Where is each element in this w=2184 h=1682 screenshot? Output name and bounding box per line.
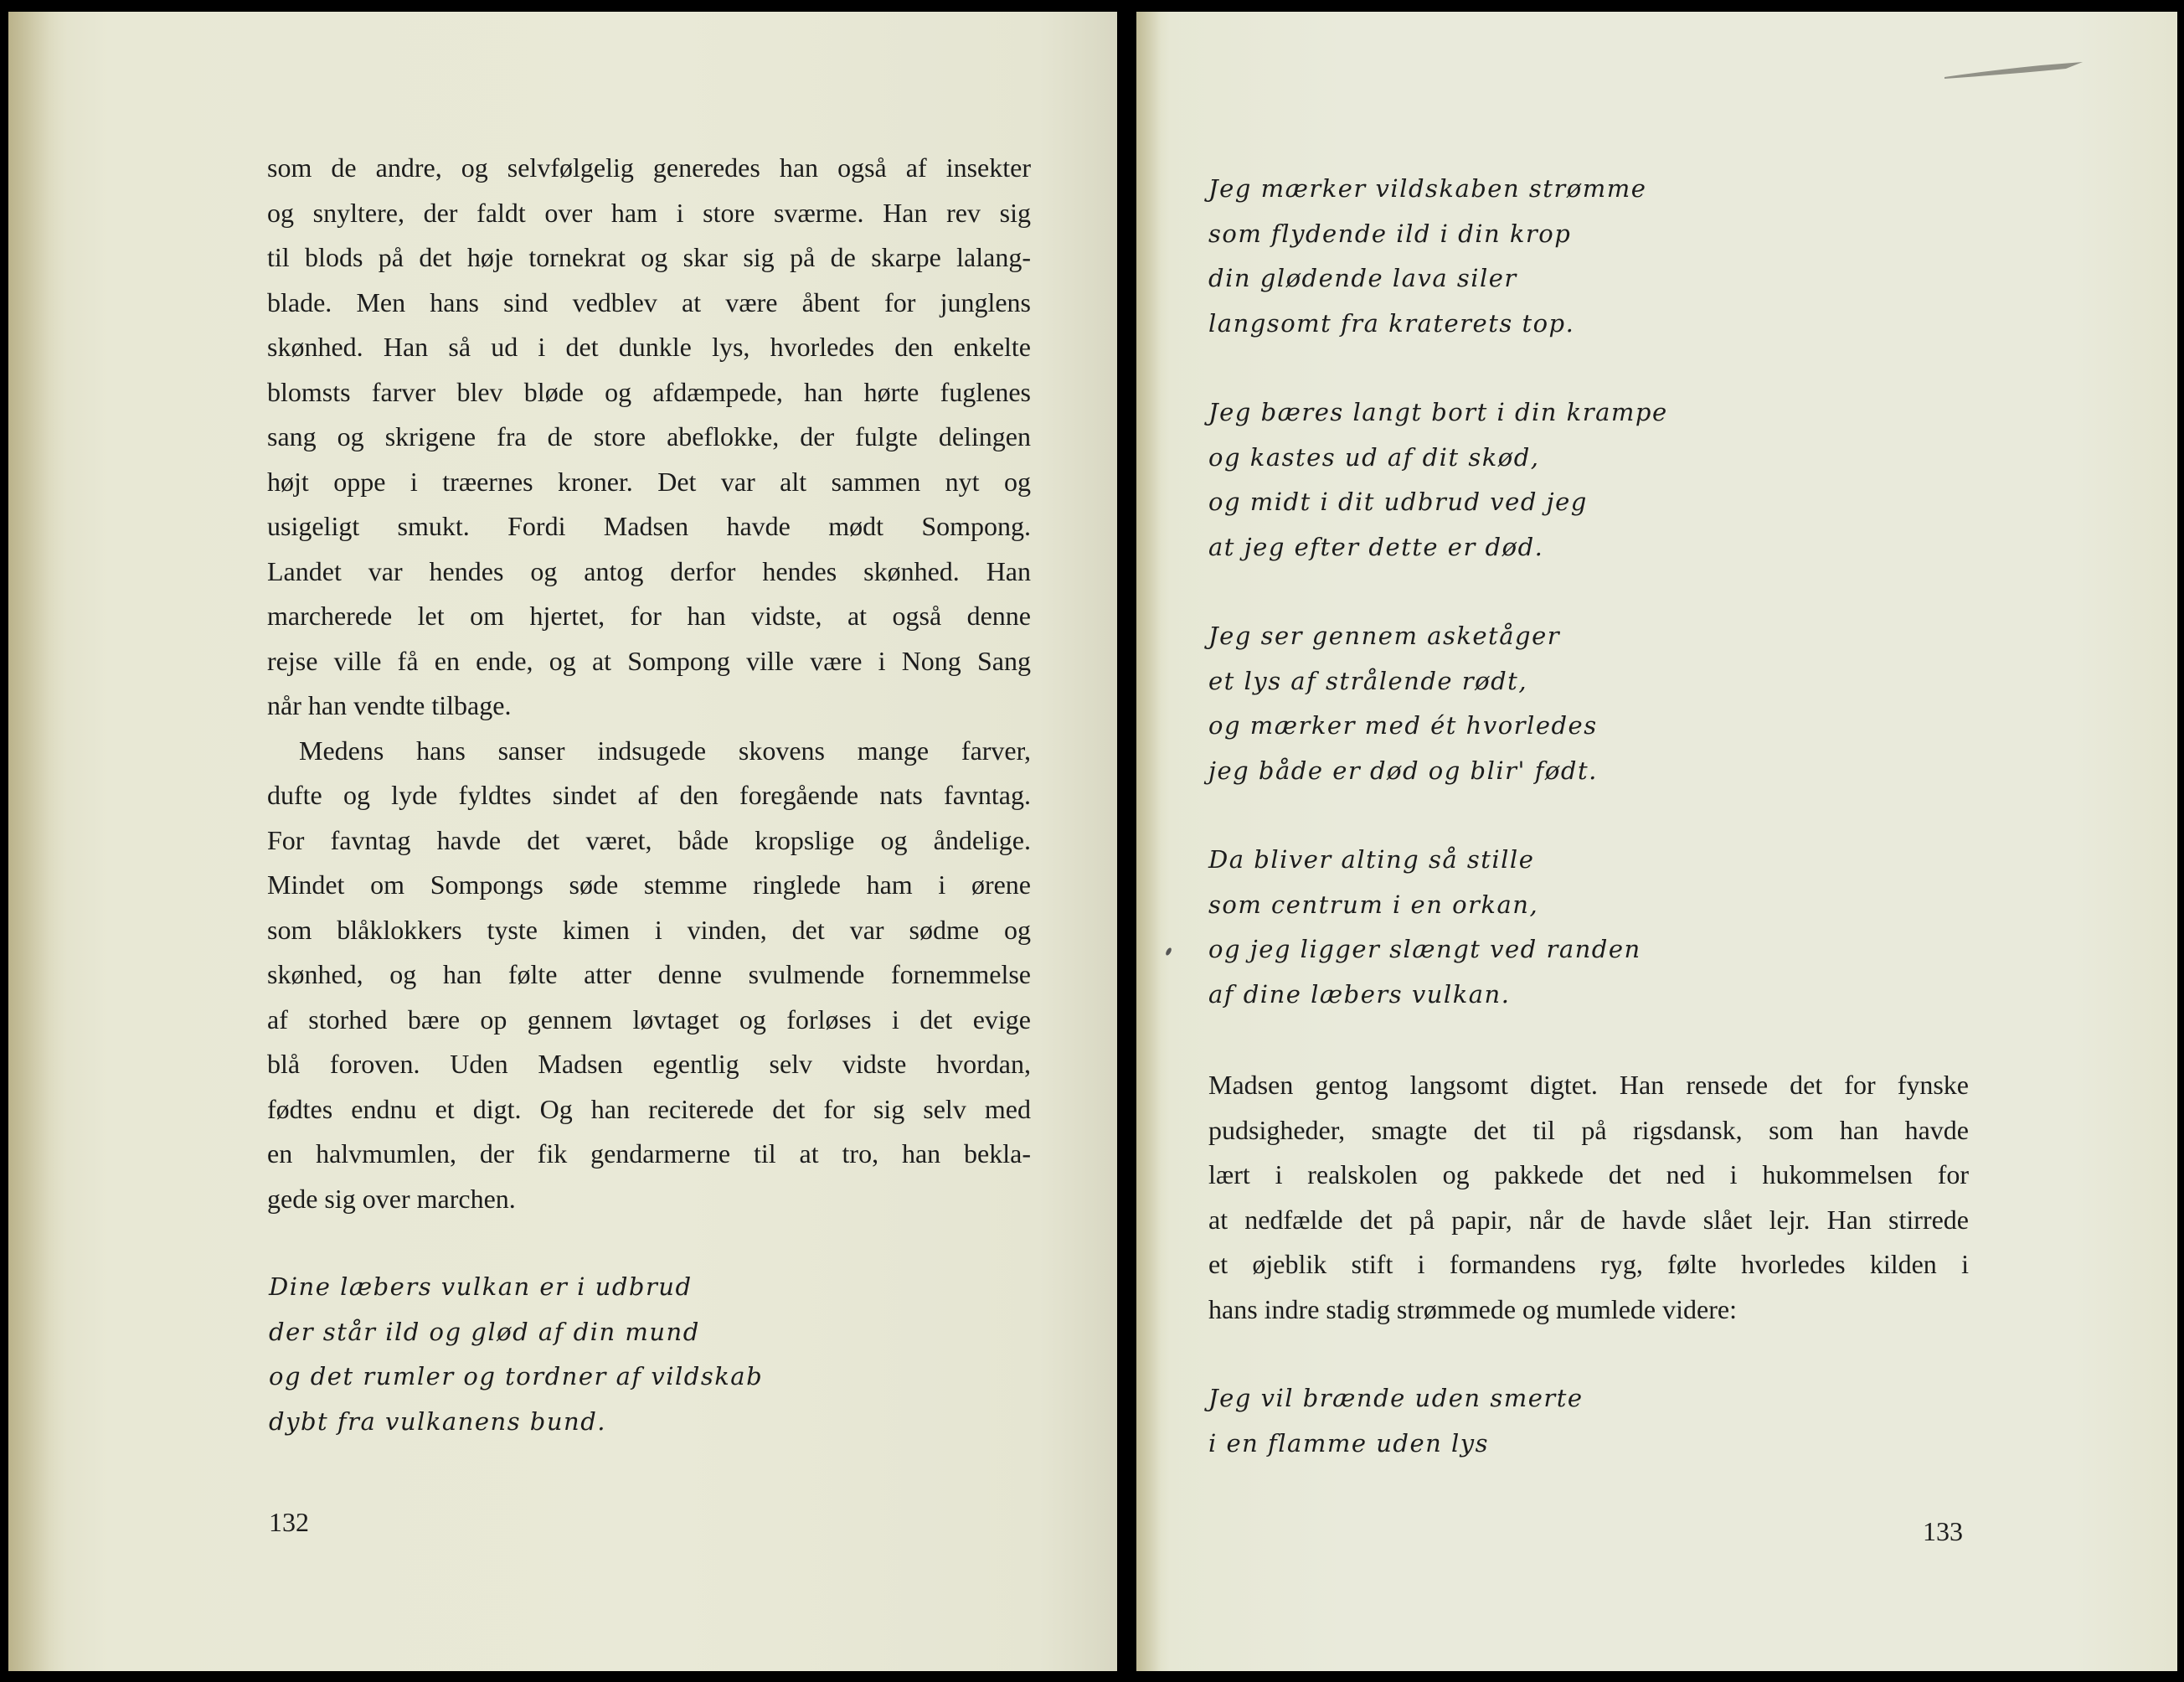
- prose-line: Madsen gentog langsomt digtet. Han rensede det for fynske: [1208, 1070, 1969, 1100]
- poem-stanza: [1208, 838, 1668, 1017]
- prose-line: højt oppe i træernes kroner. Det var alt sammen nyt og: [267, 466, 1031, 497]
- left-prose: [267, 146, 1031, 1221]
- prose-line: af storhed bære op gennem løvtaget og forløses i det evige: [267, 1004, 1031, 1034]
- poem-line: Dine læbers vulkan er i udbrud: [269, 1272, 693, 1301]
- poem-line: at jeg efter dette er død.: [1208, 532, 1544, 561]
- poem-line: dybt fra vulkanens bund.: [269, 1406, 607, 1436]
- poem-line: Jeg ser gennem asketåger: [1208, 622, 1561, 650]
- prose-line: skønhed. Han så ud i det dunkle lys, hvorledes den enkelte: [267, 332, 1031, 362]
- page-number-right: 133: [1923, 1516, 1963, 1546]
- prose-line: marcherede let om hjertet, for han vidste, at også denne: [267, 601, 1031, 631]
- prose-line: som blåklokkers tyste kimen i vinden, det var sødme og: [267, 914, 1031, 945]
- poem-line: langsomt fra kraterets top.: [1208, 308, 1575, 338]
- prose-line: Mindet om Sompongs søde stemme ringlede ham i ørene: [267, 869, 1031, 900]
- prose-line: pudsigheder, smagte det til på rigsdansk, som han havde: [1208, 1114, 1969, 1145]
- poem-line: et lys af strålende rødt,: [1208, 666, 1528, 695]
- poem-line: der står ild og glød af din mund: [269, 1317, 700, 1346]
- prose-line: hans indre stadig strømmede og mumlede videre:: [1208, 1293, 1737, 1324]
- right-prose: [1208, 1063, 1969, 1332]
- poem-line: og jeg ligger slængt ved randen: [1208, 935, 1641, 963]
- prose-line: til blods på det høje tornekrat og skar sig på de skarpe lalang-: [267, 242, 1031, 272]
- poem-line: og midt i dit udbrud ved jeg: [1208, 488, 1588, 516]
- ink-smudge: [1940, 54, 2091, 87]
- prose-line: Landet var hendes og antog derfor hendes skønhed. Han: [267, 555, 1031, 586]
- prose-line: som de andre, og selvfølgelig generedes han også af insekter: [267, 152, 1031, 183]
- poem-line: din glødende lava siler: [1208, 264, 1517, 292]
- poem-line: af dine læbers vulkan.: [1208, 979, 1511, 1009]
- prose-line: gede sig over marchen.: [267, 1183, 516, 1214]
- poem-line: og mærker med ét hvorledes: [1208, 711, 1598, 740]
- right-poem: [1208, 167, 1668, 1017]
- poem-stanza: [1208, 167, 1668, 346]
- prose-line: skønhed, og han følte atter denne svulmende fornemmelse: [267, 959, 1031, 989]
- poem-line: Da bliver alting så stille: [1208, 845, 1535, 874]
- prose-line: et øjeblik stift i formandens ryg, følte hvorledes kilden i: [1208, 1249, 1969, 1279]
- poem-line: i en flamme uden lys: [1208, 1428, 1490, 1458]
- prose-line: blå foroven. Uden Madsen egentlig selv vidste hvordan,: [267, 1049, 1031, 1079]
- page-edge-shadow: [8, 12, 67, 1671]
- prose-line: en halvmumlen, der fik gendarmerne til at tro, han bekla-: [267, 1138, 1031, 1169]
- left-page: [8, 12, 1117, 1671]
- poem-line: Jeg vil brænde uden smerte: [1208, 1384, 1584, 1412]
- prose-line: blomsts farver blev bløde og afdæmpede, han hørte fuglenes: [267, 376, 1031, 407]
- poem-line: som centrum i en orkan,: [1208, 890, 1539, 919]
- prose-line: fødtes endnu et digt. Og han reciterede det for sig selv med: [267, 1093, 1031, 1124]
- poem-line: Jeg mærker vildskaben strømme: [1208, 174, 1647, 203]
- right-page: [1136, 12, 2177, 1671]
- prose-line: rejse ville få en ende, og at Sompong ville være i Nong Sang: [267, 645, 1031, 676]
- poem-line: jeg både er død og blir' født.: [1208, 756, 1598, 785]
- prose-line: For favntag havde det været, både kropslige og åndelige.: [267, 824, 1031, 855]
- prose-line: blade. Men hans sind vedblev at være åbent for junglens: [267, 286, 1031, 317]
- poem-line: og det rumler og tordner af vildskab: [269, 1362, 764, 1390]
- poem-line: Jeg bæres langt bort i din krampe: [1208, 398, 1668, 426]
- page-edge-shadow: [1136, 12, 1170, 1671]
- right-poem-continuation: [1208, 1376, 1584, 1466]
- prose-line: sang og skrigene fra de store abeflokke, der fulgte delingen: [267, 421, 1031, 451]
- poem-stanza: [1208, 614, 1668, 793]
- poem-line: og kastes ud af dit skød,: [1208, 442, 1540, 472]
- left-poem: [269, 1265, 763, 1444]
- prose-line: dufte og lyde fyldtes sindet af den foregående nats favntag.: [267, 780, 1031, 810]
- page-number-left: 132: [269, 1507, 309, 1537]
- poem-stanza: [1208, 390, 1668, 570]
- prose-line: og snyltere, der faldt over ham i store sværme. Han rev sig: [267, 197, 1031, 228]
- prose-line: Medens hans sanser indsugede skovens mange farver,: [299, 735, 1031, 766]
- prose-line: at nedfælde det på papir, når de havde slået lejr. Han stirrede: [1208, 1204, 1969, 1235]
- poem-line: som flydende ild i din krop: [1208, 219, 1572, 248]
- prose-line: usigeligt smukt. Fordi Madsen havde mødt Sompong.: [267, 511, 1031, 541]
- prose-line: lært i realskolen og pakkede det ned i hukommelsen for: [1208, 1159, 1969, 1189]
- prose-line: når han vendte tilbage.: [267, 690, 512, 720]
